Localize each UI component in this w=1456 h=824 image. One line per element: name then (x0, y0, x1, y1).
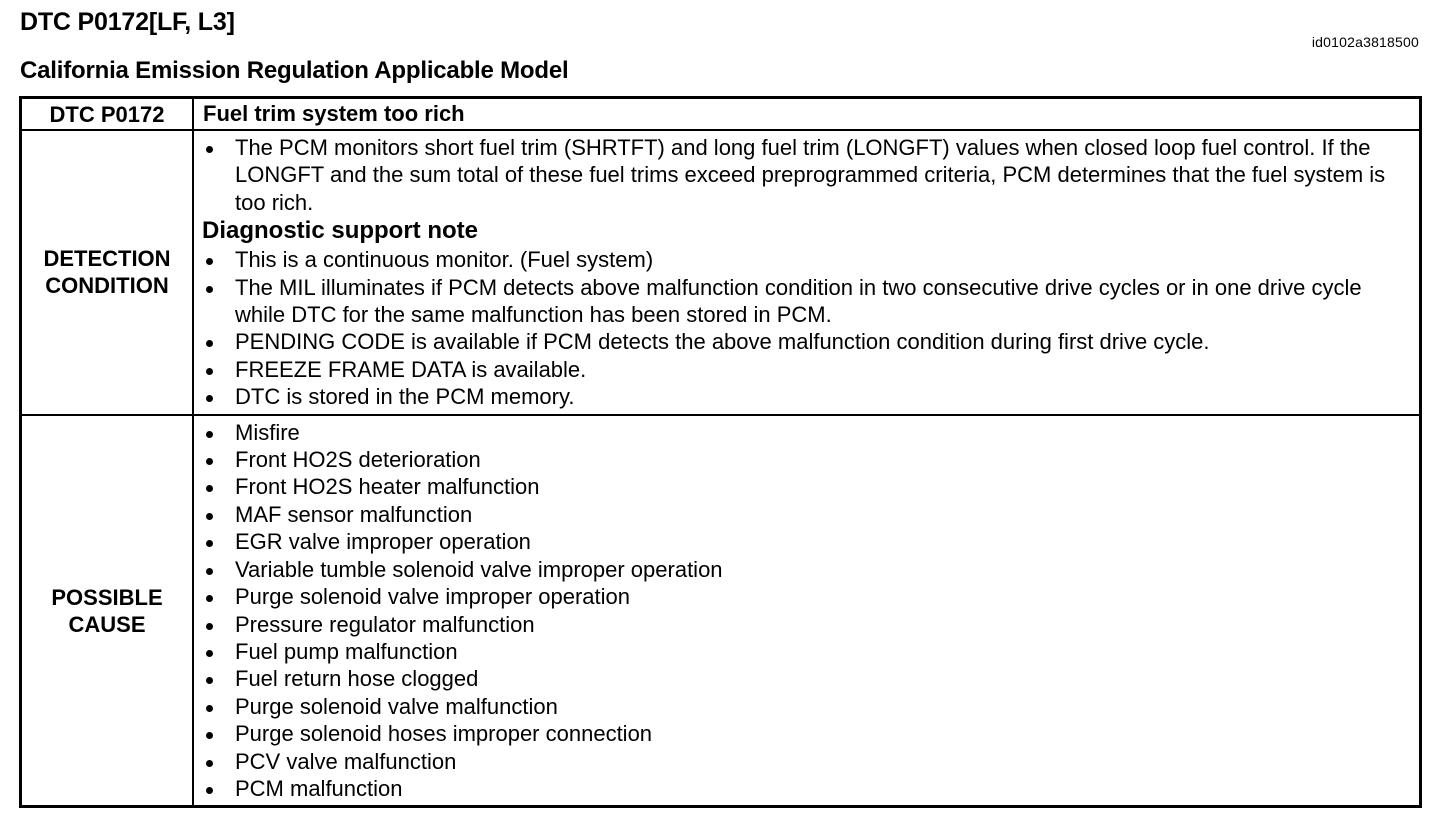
table-header-row (21, 98, 1421, 131)
list-item: Fuel pump malfunction (202, 638, 1411, 665)
list-item: Purge solenoid valve malfunction (202, 693, 1411, 720)
possible-label-line1: POSSIBLE (51, 584, 163, 610)
list-item: PCM malfunction (202, 775, 1411, 802)
image-id-label: id0102a3818500 (1311, 34, 1419, 50)
dtc-code-cell: DTC P0172 (21, 98, 194, 131)
dtc-description-cell: Fuel trim system too rich (193, 98, 1421, 131)
possible-cause-content (193, 415, 1421, 807)
list-item: Pressure regulator malfunction (202, 611, 1411, 638)
detection-label-line2: CONDITION (45, 273, 169, 299)
detection-condition-label (21, 130, 194, 415)
list-item: The MIL illuminates if PCM detects above malfunction condition in two consecutive drive cycles or in one drive cycle while DTC for the same malfunction has been stored in PCM. (202, 274, 1411, 329)
list-item: DTC is stored in the PCM memory. (202, 383, 1411, 410)
document-subtitle: California Emission Regulation Applicable Model (20, 57, 569, 84)
list-item: Misfire (202, 419, 1411, 446)
detection-bullet-list (202, 134, 1411, 216)
detection-label-line1: DETECTION (43, 246, 171, 272)
list-item: Front HO2S heater malfunction (202, 473, 1411, 500)
list-item: Variable tumble solenoid valve improper operation (202, 556, 1411, 583)
diagnostic-support-note-heading: Diagnostic support note (202, 217, 478, 245)
list-item: This is a continuous monitor. (Fuel system) (202, 246, 1411, 273)
list-item: FREEZE FRAME DATA is available. (202, 356, 1411, 383)
list-item: Purge solenoid hoses improper connection (202, 720, 1411, 747)
list-item: PENDING CODE is available if PCM detects the above malfunction condition during first drive cycle. (202, 328, 1411, 355)
detection-condition-row (21, 130, 1421, 415)
support-note-bullet-list (202, 246, 1411, 410)
list-item: MAF sensor malfunction (202, 501, 1411, 528)
document-title: DTC P0172[LF, L3] (20, 8, 235, 36)
list-item: Purge solenoid valve improper operation (202, 583, 1411, 610)
list-item: Fuel return hose clogged (202, 665, 1411, 692)
detection-condition-content (193, 130, 1421, 415)
possible-cause-bullet-list (202, 419, 1411, 803)
dtc-table (19, 96, 1422, 808)
possible-cause-row (21, 415, 1421, 807)
list-item: PCV valve malfunction (202, 748, 1411, 775)
list-item: EGR valve improper operation (202, 528, 1411, 555)
possible-label-line2: CAUSE (68, 611, 146, 637)
list-item: Front HO2S deterioration (202, 446, 1411, 473)
list-item: The PCM monitors short fuel trim (SHRTFT) and long fuel trim (LONGFT) values when closed loop fuel control. If the LONGFT and the sum total of these fuel trims exceed preprogrammed criteria, PCM determines that the fuel system is too rich. (202, 134, 1411, 216)
possible-cause-label (21, 415, 194, 807)
